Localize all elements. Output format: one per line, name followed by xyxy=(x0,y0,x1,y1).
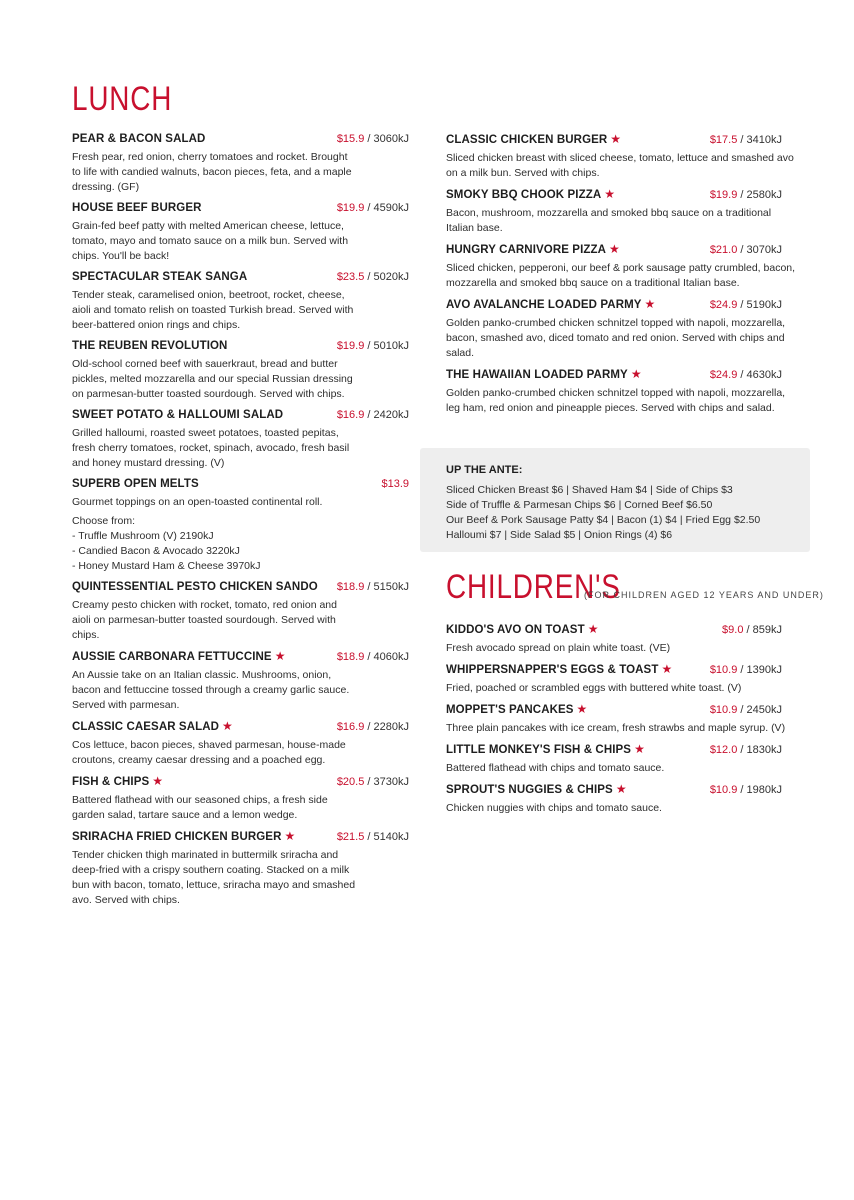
star-icon: ★ xyxy=(576,702,588,716)
menu-item-options xyxy=(72,514,409,574)
menu-item-price-group xyxy=(710,133,782,148)
menu-item-price: $12.0 xyxy=(709,744,738,756)
menu-item-description: Sliced chicken breast with sliced cheese, tomato, lettuce and smashed avo on a milk bun. Served with chips. xyxy=(446,152,794,179)
menu-item-price-group xyxy=(337,201,409,216)
menu-item-kilojoules: 5010kJ xyxy=(373,340,409,352)
menu-item-price-group xyxy=(337,132,409,147)
menu-item-price: $24.9 xyxy=(709,299,738,311)
menu-item-description: Three plain pancakes with ice cream, fresh strawbs and maple syrup. (V) xyxy=(446,722,786,734)
menu-item-description: Tender steak, caramelised onion, beetroot, rocket, cheese, aioli and tomato relish on toasted Turkish bread. Served with beer-battered onion rings and chips. xyxy=(72,289,354,331)
menu-item-description: Battered flathead with chips and tomato sauce. xyxy=(446,762,665,774)
menu-item-price: $19.9 xyxy=(336,340,365,352)
ante-line: Halloumi $7 | Side Salad $5 | Onion Rings (4) $6 xyxy=(446,529,673,541)
price-separator: / xyxy=(364,409,374,421)
menu-item-price-group xyxy=(710,368,782,383)
menu-item xyxy=(446,622,782,656)
children-column xyxy=(446,622,786,822)
menu-item-price: $10.9 xyxy=(709,784,738,796)
menu-item xyxy=(446,187,782,236)
star-icon: ★ xyxy=(644,297,656,311)
menu-item-price: $13.9 xyxy=(381,478,409,490)
menu-item xyxy=(72,580,409,643)
menu-item-price: $16.9 xyxy=(336,721,365,733)
price-separator: / xyxy=(364,831,374,843)
ante-line: Our Beef & Pork Sausage Patty $4 | Bacon (1) $4 | Fried Egg $2.50 xyxy=(446,514,761,526)
menu-item-title xyxy=(72,580,318,595)
menu-item-kilojoules: 3060kJ xyxy=(373,133,409,145)
menu-item-header xyxy=(446,742,782,758)
menu-item-kilojoules: 4590kJ xyxy=(373,202,409,214)
menu-item-price-group xyxy=(710,703,782,718)
menu-item xyxy=(446,702,786,736)
menu-item-name: THE REUBEN REVOLUTION xyxy=(72,340,228,352)
star-icon: ★ xyxy=(587,622,599,636)
price-separator: / xyxy=(737,299,747,311)
menu-item-title xyxy=(72,132,205,147)
price-separator: / xyxy=(737,189,747,201)
menu-item-price: $18.9 xyxy=(336,651,365,663)
price-separator: / xyxy=(737,704,747,716)
menu-item-description: Sliced chicken, pepperoni, our beef & pork sausage patty crumbled, bacon, mozzarella and smoked bbq sauce on a traditional Italian base. xyxy=(446,262,796,289)
menu-item-price-group xyxy=(337,720,409,735)
up-the-ante-lines xyxy=(446,483,760,543)
menu-item-kilojoules: 1830kJ xyxy=(746,744,782,756)
menu-item-price-group xyxy=(710,188,782,203)
price-separator: / xyxy=(737,784,747,796)
menu-item xyxy=(72,408,409,471)
menu-item xyxy=(72,132,409,195)
menu-item-title xyxy=(72,339,227,354)
menu-item-header xyxy=(72,339,409,354)
menu-item-name: HUNGRY CARNIVORE PIZZA xyxy=(446,244,607,256)
menu-item-price-group xyxy=(337,775,409,790)
menu-item-kilojoules: 3730kJ xyxy=(373,776,409,788)
menu-item-header xyxy=(446,702,782,718)
menu-item-price: $15.9 xyxy=(336,133,365,145)
menu-item xyxy=(446,297,786,361)
menu-item-description: Fresh avocado spread on plain white toast. (VE) xyxy=(446,642,671,654)
menu-item-price-group xyxy=(337,270,409,285)
menu-item xyxy=(72,270,409,333)
lunch-left-column xyxy=(72,132,409,914)
menu-item xyxy=(446,662,782,696)
menu-item-price: $21.0 xyxy=(709,244,738,256)
price-separator: / xyxy=(364,776,374,788)
menu-item-name: LITTLE MONKEY'S FISH & CHIPS xyxy=(446,744,632,756)
menu-item xyxy=(72,477,409,574)
menu-item-header xyxy=(446,297,782,313)
menu-item-description: Fresh pear, red onion, cherry tomatoes and rocket. Brought to life with candied walnuts, bacon pieces, feta, and a maple dressing. (GF) xyxy=(72,151,352,193)
menu-item-description: Chicken nuggies with chips and tomato sauce. xyxy=(446,802,662,814)
menu-item-name: SWEET POTATO & HALLOUMI SALAD xyxy=(72,409,284,421)
menu-item-option: - Honey Mustard Ham & Cheese 3970kJ xyxy=(72,560,261,572)
menu-item-header xyxy=(72,774,409,790)
menu-item-kilojoules: 5140kJ xyxy=(373,831,409,843)
menu-item xyxy=(446,782,782,816)
menu-item-name: SPROUT'S NUGGIES & CHIPS xyxy=(446,784,613,796)
menu-item-title xyxy=(446,702,587,718)
price-separator: / xyxy=(364,651,374,663)
menu-item-kilojoules: 859kJ xyxy=(752,624,782,636)
price-separator: / xyxy=(737,664,747,676)
menu-item-option: - Candied Bacon & Avocado 3220kJ xyxy=(72,545,240,557)
menu-item-option: Choose from: xyxy=(72,515,136,527)
menu-item-price-group xyxy=(337,830,409,845)
menu-item-price: $20.5 xyxy=(336,776,365,788)
menu-item-description: An Aussie take on an Italian classic. Mushrooms, onion, bacon and fettuccine tossed through a creamy garlic sauce. Served with parmesan. xyxy=(72,669,350,711)
price-separator: / xyxy=(364,721,374,733)
menu-item-name: QUINTESSENTIAL PESTO CHICKEN SANDO xyxy=(72,581,318,593)
menu-item-description: Bacon, mushroom, mozzarella and smoked bbq sauce on a traditional Italian base. xyxy=(446,207,772,234)
menu-item-kilojoules: 1980kJ xyxy=(746,784,782,796)
menu-item-header xyxy=(446,367,782,383)
menu-item-header xyxy=(446,622,782,638)
menu-item-price: $23.5 xyxy=(336,271,365,283)
menu-item-header xyxy=(72,270,409,285)
menu-item-kilojoules: 1390kJ xyxy=(746,664,782,676)
menu-item-description: Battered flathead with our seasoned chips, a fresh side garden salad, tartare sauce and a lemon wedge. xyxy=(72,794,328,821)
menu-item-name: AVO AVALANCHE LOADED PARMY xyxy=(446,299,642,311)
menu-item-title xyxy=(446,242,620,258)
star-icon: ★ xyxy=(222,719,233,733)
price-separator: / xyxy=(743,624,753,636)
menu-item-price-group xyxy=(710,783,782,798)
children-note: (FOR CHILDREN AGED 12 YEARS AND UNDER) xyxy=(584,590,824,600)
menu-item-header xyxy=(72,132,409,147)
star-icon: ★ xyxy=(634,742,645,756)
menu-item-name: HOUSE BEEF BURGER xyxy=(72,202,202,214)
lunch-title: LUNCH xyxy=(72,80,173,118)
price-separator: / xyxy=(364,340,374,352)
menu-item-kilojoules: 4060kJ xyxy=(373,651,409,663)
menu-item-price: $19.9 xyxy=(336,202,365,214)
price-separator: / xyxy=(737,369,747,381)
menu-item-header xyxy=(72,829,409,845)
menu-item-price: $9.0 xyxy=(722,624,744,636)
menu-item-header xyxy=(446,242,782,258)
price-separator: / xyxy=(364,581,374,593)
menu-item-name: PEAR & BACON SALAD xyxy=(72,133,206,145)
menu-item-description: Old-school corned beef with sauerkraut, bread and butter pickles, melted mozzarella and our special Russian dressing on parmesan-butter toasted sourdough. Served with chips. xyxy=(72,358,353,400)
menu-item-kilojoules: 2450kJ xyxy=(746,704,782,716)
menu-item-option: - Truffle Mushroom (V) 2190kJ xyxy=(72,530,214,542)
menu-item xyxy=(72,719,409,768)
menu-item-title xyxy=(72,719,233,735)
star-icon: ★ xyxy=(615,782,627,796)
menu-item-title xyxy=(72,477,199,492)
menu-item-price: $21.5 xyxy=(336,831,365,843)
menu-item-title xyxy=(446,367,642,383)
star-icon: ★ xyxy=(661,662,673,676)
menu-item-title xyxy=(446,132,621,148)
menu-item-price-group xyxy=(381,477,409,492)
menu-item-name: WHIPPERSNAPPER'S EGGS & TOAST xyxy=(446,664,659,676)
menu-item-name: SMOKY BBQ CHOOK PIZZA xyxy=(446,189,602,201)
price-separator: / xyxy=(364,133,374,145)
price-separator: / xyxy=(737,744,747,756)
menu-item-price-group xyxy=(710,298,782,313)
menu-item-name: SUPERB OPEN MELTS xyxy=(72,478,199,490)
menu-item-price-group xyxy=(722,623,782,638)
menu-item-header xyxy=(446,187,782,203)
menu-item xyxy=(72,649,409,713)
price-separator: / xyxy=(737,134,747,146)
menu-item-title xyxy=(72,829,295,845)
menu-item-kilojoules: 3070kJ xyxy=(746,244,782,256)
menu-item-price: $10.9 xyxy=(709,704,738,716)
menu-item-description: Gourmet toppings on an open-toasted continental roll. xyxy=(72,496,323,508)
menu-item xyxy=(446,242,796,291)
menu-item-header xyxy=(72,408,409,423)
menu-item-title xyxy=(446,662,672,678)
menu-item-price-group xyxy=(337,339,409,354)
menu-item-title xyxy=(446,742,645,758)
menu-item-description: Cos lettuce, bacon pieces, shaved parmesan, house-made croutons, creamy caesar dressing and a poached egg. xyxy=(72,739,346,766)
menu-item-header xyxy=(446,132,782,148)
menu-item-price-group xyxy=(337,650,409,665)
menu-item-price: $17.5 xyxy=(709,134,738,146)
menu-item-price: $24.9 xyxy=(709,369,738,381)
menu-item-name: CLASSIC CAESAR SALAD xyxy=(72,721,220,733)
menu-item-description: Tender chicken thigh marinated in buttermilk sriracha and deep-fried with a crispy southern coating. Stacked on a milk bun with bacon, tomato, lettuce, sriracha mayo and smashed avo. Served with chips. xyxy=(72,849,356,906)
lunch-right-column xyxy=(446,132,796,422)
menu-item-name: KIDDO'S AVO ON TOAST xyxy=(446,624,585,636)
up-the-ante-box xyxy=(420,448,810,552)
ante-line: Sliced Chicken Breast $6 | Shaved Ham $4 | Side of Chips $3 xyxy=(446,484,733,496)
menu-item-name: SPECTACULAR STEAK SANGA xyxy=(72,271,248,283)
menu-item-name: MOPPET'S PANCAKES xyxy=(446,704,574,716)
menu-item-title xyxy=(72,270,247,285)
price-separator: / xyxy=(364,202,374,214)
star-icon: ★ xyxy=(630,367,642,381)
menu-item-price: $19.9 xyxy=(709,189,738,201)
menu-item-description: Golden panko-crumbed chicken schnitzel topped with napoli, mozzarella, bacon, smashed avo, diced tomato and red onion. Served with chips and salad. xyxy=(446,317,786,359)
menu-item-header xyxy=(72,477,409,492)
menu-item-kilojoules: 3410kJ xyxy=(746,134,782,146)
star-icon: ★ xyxy=(609,242,620,256)
menu-item-header xyxy=(72,719,409,735)
menu-item-price: $16.9 xyxy=(336,409,365,421)
menu-item xyxy=(72,774,409,823)
menu-item xyxy=(72,339,409,402)
menu-item xyxy=(446,742,782,776)
menu-item-kilojoules: 2580kJ xyxy=(746,189,782,201)
up-the-ante-title: UP THE ANTE: xyxy=(446,464,523,476)
menu-item-header xyxy=(446,782,782,798)
menu-item-price-group xyxy=(710,743,782,758)
menu-item-price-group xyxy=(710,243,782,258)
ante-line: Side of Truffle & Parmesan Chips $6 | Corned Beef $6.50 xyxy=(446,499,713,511)
menu-item-description: Grilled halloumi, roasted sweet potatoes, toasted pepitas, fresh cherry tomatoes, rocket, spinach, avocado, fresh basil and honey mustard dressing. (V) xyxy=(72,427,350,469)
menu-item-kilojoules: 5020kJ xyxy=(373,271,409,283)
menu-item-title xyxy=(72,201,202,216)
menu-item xyxy=(72,201,409,264)
menu-item-price: $18.9 xyxy=(336,581,365,593)
menu-item-title xyxy=(446,782,627,798)
star-icon: ★ xyxy=(152,774,164,788)
menu-item-header xyxy=(72,201,409,216)
menu-item-header xyxy=(446,662,782,678)
menu-item-header xyxy=(72,649,409,665)
menu-item-description: Fried, poached or scrambled eggs with buttered white toast. (V) xyxy=(446,682,742,694)
menu-item-name: THE HAWAIIAN LOADED PARMY xyxy=(446,369,628,381)
star-icon: ★ xyxy=(274,649,286,663)
menu-item-price-group xyxy=(710,663,782,678)
star-icon: ★ xyxy=(610,132,622,146)
menu-item-price-group xyxy=(337,580,409,595)
menu-item-name: CLASSIC CHICKEN BURGER xyxy=(446,134,608,146)
star-icon: ★ xyxy=(604,187,615,201)
price-separator: / xyxy=(364,271,374,283)
menu-item-title xyxy=(72,408,283,423)
menu-item-kilojoules: 2280kJ xyxy=(373,721,409,733)
price-separator: / xyxy=(737,244,747,256)
menu-item-title xyxy=(446,622,598,638)
menu-item xyxy=(446,367,786,416)
menu-item-name: AUSSIE CARBONARA FETTUCCINE xyxy=(72,651,272,663)
menu-item-price: $10.9 xyxy=(709,664,738,676)
menu-item-kilojoules: 2420kJ xyxy=(373,409,409,421)
menu-item-kilojoules: 4630kJ xyxy=(746,369,782,381)
menu-item-description: Golden panko-crumbed chicken schnitzel topped with napoli, mozzarella, leg ham, red onion and pineapple pieces. Served with chips and salad. xyxy=(446,387,786,414)
menu-item-price-group xyxy=(337,408,409,423)
menu-item-title xyxy=(446,187,615,203)
children-title: CHILDREN'S xyxy=(446,568,621,606)
menu-item xyxy=(446,132,794,181)
menu-item-kilojoules: 5150kJ xyxy=(373,581,409,593)
menu-item-name: FISH & CHIPS xyxy=(72,776,150,788)
menu-item-name: SRIRACHA FRIED CHICKEN BURGER xyxy=(72,831,282,843)
menu-item-title xyxy=(72,774,163,790)
menu-item-title xyxy=(72,649,285,665)
menu-item-description: Grain-fed beef patty with melted American cheese, lettuce, tomato, mayo and tomato sauce on a milk bun. Served with chips. You'll be back! xyxy=(72,220,349,262)
star-icon: ★ xyxy=(284,829,296,843)
menu-item-title xyxy=(446,297,655,313)
menu-item xyxy=(72,829,409,908)
menu-item-description: Creamy pesto chicken with rocket, tomato, red onion and aioli on parmesan-butter toasted sourdough. Served with chips. xyxy=(72,599,337,641)
menu-item-kilojoules: 5190kJ xyxy=(746,299,782,311)
menu-item-header xyxy=(72,580,409,595)
